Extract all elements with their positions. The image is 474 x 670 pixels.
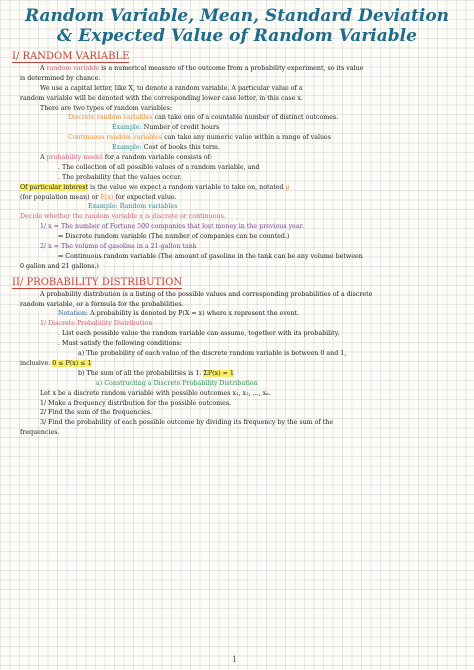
step-3: 3/ Find the probability of each possible outcome by dividing its frequency by the sum of the — [40, 419, 334, 427]
example-2: 2/ x = The volume of gasoline in a 21-gallon tank — [40, 243, 197, 251]
two-types-line: There are two types of random variables: — [40, 104, 172, 112]
distribution-def-2: random variable, or a formula for the probabilities. — [20, 300, 184, 308]
distribution-def-1: A probability distribution is a listing of the possible values and corresponding probabilities of a discrete — [40, 290, 373, 298]
section2-heading: II/ PROBABILITY DISTRIBUTION — [12, 276, 183, 288]
bullet-list-values: . List each possible value the random variable can assume, together with its probability. — [58, 330, 340, 338]
continuous-example-line: Example: Cost of books this term. — [112, 144, 221, 152]
notes-body — [0, 50, 474, 438]
example-label: Example: Random variables — [88, 203, 178, 211]
capital-letter-line: We use a capital letter, like X, to denote a random variable. A particular value of a — [40, 84, 303, 92]
page-number: 1 — [232, 655, 238, 664]
bullet-conditions: . Must satisfy the following conditions: — [58, 340, 182, 348]
probability-model-line: A probability model for a random variable consists of: — [40, 154, 213, 162]
example-2-answer: ⇒ Continuous random variable (The amount of gasoline in the tank can be any volume between — [58, 252, 363, 260]
subheading-constructing: a) Constructing a Discrete Probability Distribution — [96, 379, 258, 387]
step-3-cont: frequencies. — [20, 429, 60, 437]
decide-line: Decide whether the random variable x is discrete or continuous. — [20, 213, 226, 221]
subheading-discrete: 1/ Discrete Probability Distribution — [40, 320, 153, 328]
capital-letter-line-2: random variable will be denoted with the corresponding lower case letter, in this case x. — [20, 94, 303, 102]
condition-a: a) The probability of each value of the discrete random variable is between 0 and 1, — [78, 350, 347, 358]
continuous-line: Continuous random variables can take any numeric value within a range of values — [68, 134, 331, 142]
interest-line: Of particular interest is the value we expect a random variable to take on, notated μ — [20, 183, 290, 191]
definition-line-2: is determined by chance. — [20, 74, 101, 82]
model-bullet-1: . The collection of all possible values of a random variable, and — [58, 163, 260, 171]
let-line: Let x be a discrete random variable with possible outcomes x₁, x₂, ..., xₙ. — [40, 389, 271, 397]
condition-b: b) The sum of all the probabilities is 1. ΣP(x) = 1 — [78, 369, 234, 377]
example-1: 1/ x = The number of Fortune 500 companies that lost money in the previous year. — [40, 223, 304, 231]
notation-line: Notation: A probability is denoted by P(X = x) where x represent the event. — [58, 310, 300, 318]
model-bullet-2: . The probability that the values occur. — [58, 173, 182, 181]
page-title — [6, 0, 468, 46]
condition-a-cont: inclusive. 0 ≤ P(x) ≤ 1 — [20, 359, 92, 367]
discrete-line: Discrete random variables can take one of a countable number of distinct outcomes. — [68, 114, 339, 122]
title-line-1: Random Variable, Mean, Standard Deviation — [24, 6, 450, 26]
discrete-example-line: Example: Number of credit hours — [112, 124, 220, 132]
example-1-answer: ⇒ Discrete random variable (The number of companies can be counted.) — [58, 233, 290, 241]
step-2: 2/ Find the sum of the frequencies. — [40, 409, 153, 417]
title-line-2: & Expected Value of Random Variable — [57, 26, 417, 46]
section1-heading: I/ RANDOM VARIABLE — [12, 51, 130, 62]
example-2-answer-cont: 0 gallon and 21 gallons.) — [20, 262, 99, 270]
definition-line: A random variable is a numerical measure of the outcome from a probability experiment, so its value — [40, 65, 364, 72]
interest-line-2: (for population mean) or E(x) for expected value. — [20, 193, 177, 201]
step-1: 1/ Make a frequency distribution for the possible outcomes. — [40, 399, 232, 407]
